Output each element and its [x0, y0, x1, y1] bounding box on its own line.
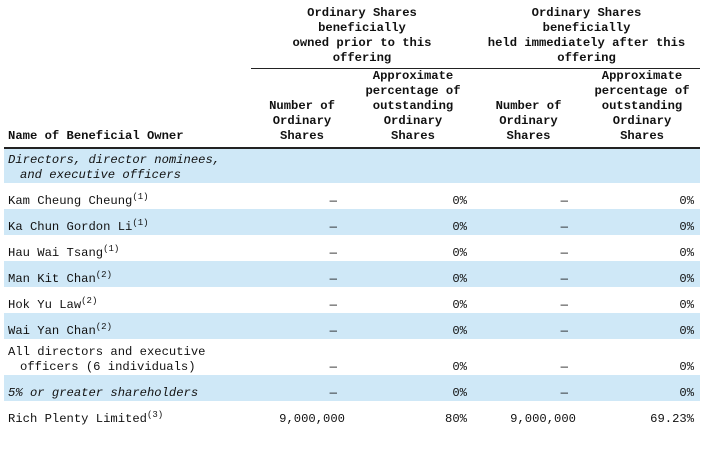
header-line: Shares: [391, 129, 435, 143]
header-line: percentage of: [594, 84, 690, 98]
table-row: [4, 261, 700, 287]
group-prior-line: beneficially: [318, 21, 406, 35]
header-line: Number of: [495, 99, 562, 113]
table-row: [4, 183, 700, 209]
header-line: Ordinary: [612, 114, 672, 128]
owner-name: Ka Chun Gordon Li$^{(1)}$: [4, 209, 251, 235]
footnote-ref: (2): [81, 296, 98, 306]
table-row-all-directors: [4, 339, 700, 375]
pct-after: 69.23%: [650, 412, 695, 426]
owner-name: Man Kit Chan$^{(2)}$: [4, 261, 251, 287]
pct-after-column-header: [584, 69, 700, 149]
group-prior-line: offering: [332, 51, 392, 65]
pct-after: 0%: [679, 360, 695, 374]
pct-prior: 0%: [353, 313, 473, 339]
footnote-ref: (1): [132, 218, 149, 228]
pct-prior-column-header: [353, 69, 473, 149]
number-prior: —: [251, 261, 353, 287]
footnote-ref: (1): [132, 192, 149, 202]
header-line: Number of: [269, 99, 335, 113]
number-after: —: [560, 360, 568, 374]
number-after: —: [560, 246, 568, 260]
pct-after: 0%: [584, 313, 700, 339]
owner-name: Wai Yan Chan$^{(2)}$: [4, 313, 251, 339]
blank-header-cell: [4, 6, 251, 69]
owner-name: Hau Wai Tsang$^{(1)}$: [8, 244, 120, 260]
pct-after: 0%: [679, 194, 695, 208]
pct-prior: 0%: [452, 194, 467, 208]
header-line: Ordinary: [272, 114, 332, 128]
group-header-row: [4, 6, 700, 69]
header-line: Ordinary: [499, 114, 558, 128]
number-prior: —: [329, 246, 337, 260]
number-prior: —: [251, 209, 353, 235]
group-header-prior: [251, 6, 473, 69]
number-after: —: [473, 261, 584, 287]
group-after-line: held immediately after this: [487, 36, 686, 50]
header-line: outstanding: [601, 99, 683, 113]
number-prior-column-header: [251, 69, 353, 149]
number-after-column-header: [473, 69, 584, 149]
pct-after: 0%: [584, 261, 700, 287]
column-header-row: [4, 69, 700, 149]
section-line: Directors, director nominees,: [8, 153, 221, 167]
header-line: outstanding: [372, 99, 454, 113]
group-after-line: beneficially: [542, 21, 631, 35]
number-prior: —: [329, 194, 337, 208]
pct-prior: 0%: [353, 261, 473, 287]
header-line: Approximate: [372, 69, 454, 83]
group-prior-line: owned prior to this: [292, 36, 432, 50]
number-prior: —: [251, 375, 353, 401]
header-line: Approximate: [601, 69, 683, 83]
number-prior: 9,000,000: [279, 412, 345, 426]
owner-name-line: officers (6 individuals): [20, 360, 196, 374]
pct-prior: 0%: [353, 375, 473, 401]
number-after: —: [560, 298, 568, 312]
table-row-rich-plenty: [4, 401, 700, 427]
number-prior: —: [329, 298, 337, 312]
owner-name: Kam Cheung Cheung$^{(1)}$: [8, 192, 149, 208]
footnote-ref: (3): [146, 410, 164, 420]
group-header-after: [473, 6, 700, 69]
pct-after: 0%: [584, 209, 700, 235]
number-after: —: [473, 209, 584, 235]
footnote-ref: (2): [95, 270, 112, 280]
table-row: [4, 235, 700, 261]
section-title: 5% or greater shareholders: [4, 375, 251, 401]
beneficial-ownership-table: [4, 6, 700, 427]
header-line: percentage of: [365, 84, 461, 98]
footnote-ref: (1): [103, 244, 120, 254]
section-row-directors: [4, 148, 700, 183]
table-row: [4, 287, 700, 313]
header-line: Shares: [506, 129, 551, 143]
pct-after: 0%: [679, 298, 695, 312]
owner-name: [4, 339, 251, 375]
table-row: [4, 313, 700, 339]
owner-column-header: Name of Beneficial Owner: [4, 69, 251, 149]
pct-after: 0%: [584, 375, 700, 401]
pct-prior: 80%: [445, 412, 467, 426]
group-prior-line: Ordinary Shares: [307, 6, 417, 20]
pct-prior: 0%: [353, 209, 473, 235]
number-after: 9,000,000: [510, 412, 576, 426]
number-after: —: [473, 313, 584, 339]
group-after-line: Ordinary Shares: [531, 6, 642, 20]
footnote-ref: (2): [95, 322, 112, 332]
owner-name-line: All directors and executive: [8, 345, 206, 359]
header-line: Ordinary: [383, 114, 443, 128]
number-after: —: [560, 194, 568, 208]
pct-prior: 0%: [452, 298, 467, 312]
section-line: and executive officers: [20, 168, 181, 182]
number-prior: —: [251, 313, 353, 339]
header-line: Shares: [620, 129, 664, 143]
owner-name: Hok Yu Law$^{(2)}$: [8, 296, 98, 312]
pct-prior: 0%: [452, 360, 467, 374]
number-prior: —: [329, 360, 337, 374]
table-row: [4, 209, 700, 235]
section-row-major-shareholders: [4, 375, 700, 401]
pct-after: 0%: [679, 246, 695, 260]
pct-prior: 0%: [452, 246, 467, 260]
number-after: —: [473, 375, 584, 401]
owner-name: Rich Plenty Limited$^{(3)}$: [8, 410, 164, 426]
group-after-line: offering: [557, 51, 616, 65]
header-line: Shares: [280, 129, 324, 143]
section-title: [4, 148, 251, 183]
